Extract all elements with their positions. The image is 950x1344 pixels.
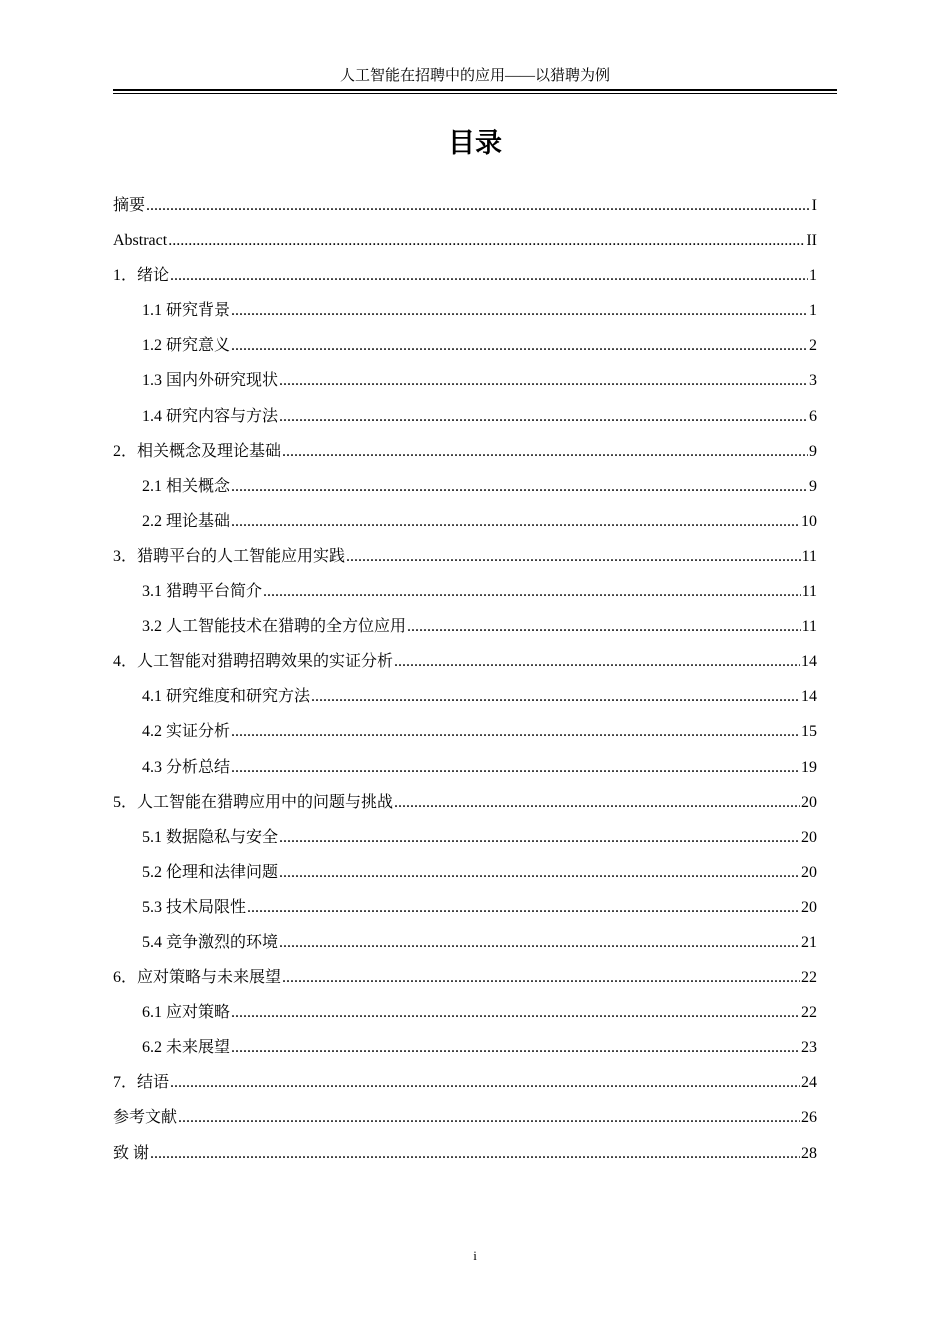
toc-entry-label: 1.1 研究背景: [142, 302, 231, 320]
toc-entry-label: 5.2 伦理和法律问题: [142, 863, 279, 881]
toc-entry-page: 2: [809, 337, 817, 355]
toc-entry-label: 5.4 竞争激烈的环境: [142, 933, 279, 951]
toc-entry-page: I: [811, 197, 817, 214]
toc-dot-leader: [231, 995, 800, 1030]
toc-entry[interactable]: [113, 188, 817, 223]
toc-entry-page: 11: [801, 547, 817, 565]
toc-entry[interactable]: [113, 785, 817, 820]
toc-entry[interactable]: [113, 293, 817, 328]
toc-entry-label: 4.1 研究维度和研究方法: [142, 688, 311, 706]
toc-dot-leader: [168, 223, 805, 258]
toc-entry-label: 1.2 研究意义: [142, 337, 231, 355]
toc-entry-page: 20: [801, 898, 817, 916]
toc-entry-label: 3.2 人工智能技术在猎聘的全方位应用: [142, 618, 407, 636]
toc-entry-page: 9: [809, 477, 817, 495]
toc-entry-page: 6: [809, 407, 817, 425]
table-of-contents: [113, 188, 817, 1171]
toc-entry[interactable]: [113, 750, 817, 785]
toc-dot-leader: [231, 328, 808, 363]
toc-entry-label: 1．绪论: [113, 267, 170, 285]
toc-dot-leader: [231, 469, 808, 504]
header-rule-thin: [113, 93, 837, 94]
toc-entry-page: 1: [809, 302, 817, 320]
toc-entry-page: 24: [801, 1074, 817, 1092]
toc-entry[interactable]: [113, 1065, 817, 1100]
toc-entry-label: 3．猎聘平台的人工智能应用实践: [113, 547, 346, 565]
toc-dot-leader: [282, 434, 808, 469]
toc-entry[interactable]: [113, 714, 817, 749]
toc-entry-page: 22: [801, 969, 817, 987]
toc-entry[interactable]: [113, 1136, 817, 1171]
toc-dot-leader: [279, 363, 808, 398]
toc-entry[interactable]: [113, 223, 817, 258]
toc-entry-label: 6．应对策略与未来展望: [113, 969, 282, 987]
toc-entry-label: 3.1 猎聘平台简介: [142, 583, 263, 601]
toc-entry-page: 14: [801, 688, 817, 706]
toc-entry-page: 9: [809, 442, 817, 460]
toc-dot-leader: [346, 539, 801, 574]
toc-entry-page: 11: [801, 583, 817, 601]
toc-entry-label: 2.1 相关概念: [142, 477, 231, 495]
toc-entry-label: 5．人工智能在猎聘应用中的问题与挑战: [113, 793, 394, 811]
toc-entry[interactable]: [113, 644, 817, 679]
toc-entry-label: 4.2 实证分析: [142, 723, 231, 741]
toc-entry-page: 22: [801, 1004, 817, 1022]
toc-entry-page: 28: [801, 1144, 817, 1162]
toc-dot-leader: [247, 890, 800, 925]
toc-dot-leader: [231, 750, 800, 785]
toc-entry[interactable]: [113, 609, 817, 644]
toc-entry-page: 23: [801, 1039, 817, 1057]
toc-entry-label: 6.2 未来展望: [142, 1039, 231, 1057]
toc-dot-leader: [170, 1065, 800, 1100]
toc-dot-leader: [279, 855, 800, 890]
toc-entry[interactable]: [113, 855, 817, 890]
toc-entry-page: 10: [801, 512, 817, 530]
toc-entry-label: 5.3 技术局限性: [142, 898, 247, 916]
toc-entry-page: 1: [809, 267, 817, 285]
toc-entry[interactable]: [113, 434, 817, 469]
toc-entry[interactable]: [113, 539, 817, 574]
toc-dot-leader: [231, 714, 800, 749]
running-header: 人工智能在招聘中的应用——以猎聘为例: [339, 68, 610, 84]
toc-entry-label: 致 谢: [113, 1144, 150, 1162]
toc-dot-leader: [146, 188, 811, 223]
toc-entry-page: 20: [801, 828, 817, 846]
toc-dot-leader: [279, 820, 800, 855]
toc-entry[interactable]: [113, 399, 817, 434]
toc-entry[interactable]: [113, 1100, 817, 1135]
toc-entry[interactable]: [113, 890, 817, 925]
toc-dot-leader: [394, 785, 800, 820]
toc-entry[interactable]: [113, 574, 817, 609]
toc-dot-leader: [279, 399, 808, 434]
toc-entry-label: 摘要: [113, 197, 146, 214]
toc-entry-page: 11: [801, 618, 817, 636]
toc-dot-leader: [279, 925, 800, 960]
toc-entry[interactable]: [113, 328, 817, 363]
toc-entry-label: 1.4 研究内容与方法: [142, 407, 279, 425]
toc-entry-page: 20: [801, 793, 817, 811]
toc-entry[interactable]: [113, 504, 817, 539]
toc-entry[interactable]: [113, 363, 817, 398]
toc-entry[interactable]: [113, 679, 817, 714]
toc-entry[interactable]: [113, 995, 817, 1030]
toc-entry[interactable]: [113, 820, 817, 855]
toc-entry-page: 14: [801, 653, 817, 671]
toc-entry[interactable]: [113, 1030, 817, 1065]
toc-entry-label: 2.2 理论基础: [142, 512, 231, 530]
toc-dot-leader: [263, 574, 801, 609]
toc-entry-label: 6.1 应对策略: [142, 1004, 231, 1022]
toc-entry-label: Abstract: [113, 232, 168, 250]
toc-dot-leader: [150, 1136, 800, 1171]
toc-entry-label: 参考文献: [113, 1109, 178, 1127]
toc-entry-page: 21: [801, 933, 817, 951]
toc-entry[interactable]: [113, 960, 817, 995]
toc-entry[interactable]: [113, 258, 817, 293]
toc-dot-leader: [394, 644, 800, 679]
toc-dot-leader: [282, 960, 800, 995]
toc-entry-label: 4.3 分析总结: [142, 758, 231, 776]
toc-entry-page: 20: [801, 863, 817, 881]
toc-entry-label: 4．人工智能对猎聘招聘效果的实证分析: [113, 653, 394, 671]
toc-entry-page: 26: [801, 1109, 817, 1127]
toc-entry[interactable]: [113, 469, 817, 504]
toc-dot-leader: [231, 504, 800, 539]
toc-dot-leader: [170, 258, 808, 293]
page-title: 目录: [448, 128, 502, 159]
toc-entry-page: 15: [801, 723, 817, 741]
toc-dot-leader: [231, 293, 808, 328]
toc-entry[interactable]: [113, 925, 817, 960]
page-number: i: [473, 1248, 477, 1263]
toc-entry-page: 3: [809, 372, 817, 390]
toc-entry-page: 19: [801, 758, 817, 776]
toc-dot-leader: [407, 609, 801, 644]
toc-dot-leader: [311, 679, 800, 714]
toc-entry-page: II: [806, 232, 817, 250]
header-rule-thick: [113, 89, 837, 91]
toc-dot-leader: [178, 1100, 800, 1135]
toc-entry-label: 7．结语: [113, 1074, 170, 1092]
toc-dot-leader: [231, 1030, 800, 1065]
toc-entry-label: 2．相关概念及理论基础: [113, 442, 282, 460]
toc-entry-label: 1.3 国内外研究现状: [142, 372, 279, 390]
toc-entry-label: 5.1 数据隐私与安全: [142, 828, 279, 846]
